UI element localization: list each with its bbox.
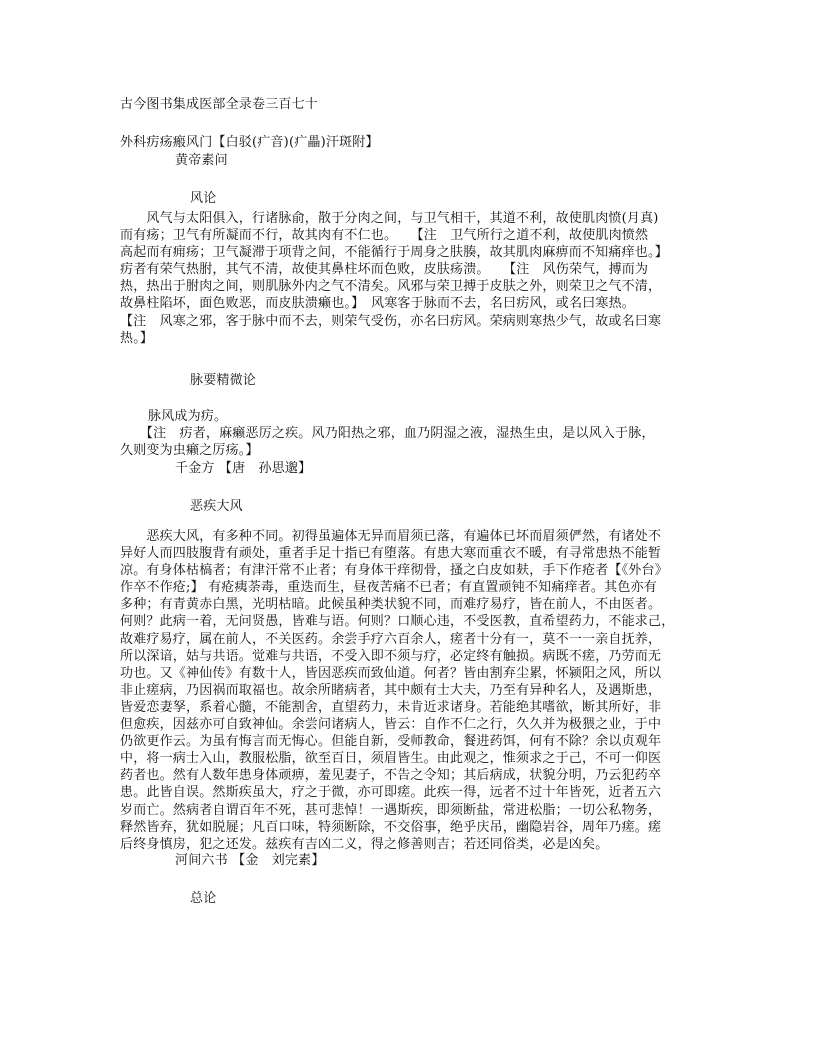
chapter-heading-fenglun: 风论 bbox=[190, 191, 217, 206]
text-line: 【注 风寒之邪，客于脉中而不去，则荣气受伤，亦名曰疠风。荣病则寒热少气，故或名曰寒 bbox=[120, 313, 662, 329]
text-line: 药者也。然有人数年患身体顽痹，羞见妻子，不告之令知；其后病成，状貌分明，乃云犯药卒 bbox=[120, 768, 662, 784]
text-line: 释然皆弃，犹如脱屣；凡百口味，特须断除，不交俗事，绝乎庆吊，幽隐岩谷，周年乃瘥。瘥 bbox=[120, 819, 662, 835]
chapter-heading-maiyao: 脉要精微论 bbox=[190, 373, 257, 388]
text-line: 故鼻柱陷坏，面色败恶，而皮肤溃癞也。】 风寒客于脉而不去，名曰疠风，或名曰寒热。 bbox=[120, 296, 636, 312]
text-line: 何则？此病一着，无问贤愚，皆难与语。何则？口顺心违，不受医教，直希望药力，不能求己， bbox=[120, 614, 675, 630]
source-heading-hejian: 河间六书 【金 刘完素】 bbox=[175, 853, 325, 868]
chapter-heading-zonglun: 总论 bbox=[190, 891, 217, 906]
document-title: 古今图书集成医部全录卷三百七十 bbox=[120, 97, 319, 112]
section-title: 外科疠疡瘢风门【白驳(疒音)(疒畾)汗斑附】 bbox=[120, 135, 379, 150]
text-line: 多种；有青黄赤白黑，光明枯暗。此候虽种类状貌不同，而难疗易疗，皆在前人，不由医者。 bbox=[120, 597, 662, 613]
text-line: 恶疾大风，有多种不同。初得虽遍体无异而眉须已落，有遍体已坏而眉须俨然，有诸处不 bbox=[120, 529, 662, 544]
text-line: 久则变为虫癞之厉疡。】 bbox=[120, 443, 259, 459]
chapter-heading-eji: 恶疾大风 bbox=[190, 499, 243, 514]
text-line: 但愈疾，因兹亦可自致神仙。余尝问诸病人，皆云：自作不仁之行，久久并为极猥之业，于中 bbox=[120, 717, 662, 733]
text-line: 岁而亡。然病者自谓百年不死，甚可悲悼！一遇斯疾，即须断盐，常进松脂；一切公私物务， bbox=[120, 802, 662, 818]
text-line: 脉风成为疠。 bbox=[148, 409, 228, 424]
text-line: 热。】 bbox=[120, 330, 154, 346]
text-line: 【注 疠者，麻癞恶厉之疾。风乃阳热之邪，血乃阴湿之液，湿热生虫，是以风入于脉， bbox=[120, 426, 655, 441]
text-line: 所以深谙，姑与共语。觉难与共语，不受入即不须与疗，必定终有触损。病既不瘥，乃劳而无 bbox=[120, 648, 662, 664]
text-line: 高起而有痈疡；卫气凝滞于项背之间，不能循行于周身之肤腠，故其肌肉麻痹而不知痛痒也。】 bbox=[120, 245, 668, 261]
paragraph-maifeng bbox=[148, 408, 708, 425]
source-heading-qianjin: 千金方 【唐 孙思邈】 bbox=[175, 461, 312, 476]
text-line: 中，将一病士入山，教服松脂，欲至百日，须眉皆生。由此观之，惟须求之于己，不可一仰医 bbox=[120, 751, 662, 767]
text-line: 皆爱恋妻孥，系着心髓，不能割舍，直望药力，未肯近求诸身。若能绝其嗜欲，断其所好，非 bbox=[120, 699, 662, 715]
text-line: 而有疡；卫气有所凝而不行，故其肉有不仁也。 【注 卫气所行之道不利，故使肌肉愤然 bbox=[120, 228, 649, 244]
text-line: 患。此皆自误。然斯疾虽大，疗之于微，亦可即瘥。此疾一得，远者不过十年皆死，近者五六 bbox=[120, 785, 662, 801]
text-line: 仍欲更作云。为虽有悔言而无悔心。但能自新，受师教命，餐进药饵，何有不除？余以贞观年 bbox=[120, 734, 662, 750]
text-line: 功也。又《神仙传》有数十人，皆因恶疾而致仙道。何者？皆由割弃尘累，怀颍阳之风，所以 bbox=[120, 665, 662, 681]
paragraph-fenglun bbox=[120, 210, 700, 347]
text-line: 非止瘥病，乃因祸而取福也。故余所睹病者，其中颇有士大夫，乃至有异种名人，及遇斯患， bbox=[120, 682, 662, 698]
text-line: 疠者有荣气热胕，其气不清，故使其鼻柱坏而色败，皮肤疡溃。 【注 风伤荣气，搏而为 bbox=[120, 262, 649, 278]
text-line: 凉。有身体枯槁者；有津汗常不止者；有身体干痒彻骨，搔之白皮如麸，手下作疮者【《外台》 bbox=[120, 563, 668, 579]
text-line: 风气与太阳俱入，行诸脉俞，散于分肉之间，与卫气相干，其道不利，故使肌肉愤(月真) bbox=[120, 211, 659, 226]
paragraph-eji bbox=[120, 528, 700, 853]
text-line: 后终身慎房，犯之还发。兹疾有吉凶二义，得之修善则吉；若还同俗类，必是凶矣。 bbox=[120, 836, 609, 852]
paragraph-maifeng-note bbox=[120, 425, 700, 459]
text-line: 作卒不作疮;】 有疮痍荼毒，重迭而生，昼夜苦痛不已者；有直置顽钝不知痛痒者。其色亦有 bbox=[120, 580, 657, 596]
text-line: 异好人而四肢腹背有顽处，重者手足十指已有堕落。有患大寒而重衣不暖，有寻常患热不能暂 bbox=[120, 546, 662, 562]
source-heading-suwen: 黄帝素问 bbox=[175, 153, 228, 168]
text-line: 故难疗易疗，属在前人，不关医药。余尝手疗六百余人，瘥者十分有一，莫不一一亲自抚养， bbox=[120, 631, 662, 647]
text-line: 热，热出于胕肉之间，则肌脉外内之气不清矣。风邪与荣卫搏于皮肤之外，则荣卫之气不清， bbox=[120, 279, 662, 295]
